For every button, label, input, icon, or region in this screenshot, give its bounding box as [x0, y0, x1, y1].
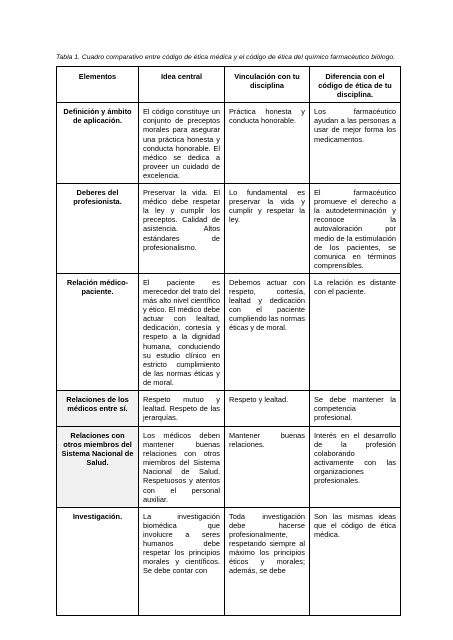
row-element-label: Definición y ámbito de aplicación.	[57, 103, 139, 184]
row-idea-central: Respeto mutuo y lealtad. Respeto de las jerarquías.	[139, 391, 225, 427]
row-idea-central: La investigación biomédica que involucre a seres humanos debe respetar los principios morales y científicos. Se debe contar con	[139, 507, 225, 615]
table-row	[57, 427, 401, 508]
row-idea-central: El código constituye un conjunto de preceptos morales para asegurar una práctica honesta y conducta honorable. El médico se dedica a proveer un cuidado de excelencia.	[139, 103, 225, 184]
table-row	[57, 391, 401, 427]
row-element-label: Investigación.	[57, 507, 139, 615]
row-diferencia: La relación es distante con el paciente.	[310, 273, 401, 390]
table-row	[57, 103, 401, 184]
row-vinculacion: Debemos actuar con respeto, cortesía, lealtad y dedicación con el paciente cumpliendo las normas éticas y de moral.	[225, 273, 310, 390]
row-vinculacion: Mantener buenas relaciones.	[225, 427, 310, 508]
header-elementos: Elementos	[57, 67, 139, 103]
row-diferencia: El farmacéutico promueve el derecho a la autodeterminación y reconoce la autovaloración por medio de la estimulación de los pacientes, se comunica en términos comprensibles.	[310, 184, 401, 274]
row-diferencia: Los farmacéutico ayudan a las personas a usar de mejor forma los medicamentos.	[310, 103, 401, 184]
table-caption: Tabla 1. Cuadro comparativo entre código de ética médica y el código de ética del químico farmacéutico biólogo.	[56, 54, 396, 61]
row-idea-central: Los médicos deben mantener buenas relaciones con otros miembros del Sistema Nacional de Salud. Respetuosos y atentos con el personal auxiliar.	[139, 427, 225, 508]
table-row	[57, 184, 401, 274]
row-element-label: Relaciones de los médicos entre sí.	[57, 391, 139, 427]
table-row	[57, 273, 401, 390]
row-element-label: Relaciones con otros miembros del Sistema Nacional de Salud.	[57, 427, 139, 508]
header-diferencia: Diferencia con el código de ética de tu disciplina.	[310, 67, 401, 103]
header-vinculacion: Vinculación con tu disciplina	[225, 67, 310, 103]
row-diferencia: Interés en el desarrollo de la profesión colaborando activamente con las organizaciones profesionales.	[310, 427, 401, 508]
row-diferencia: Se debe mantener la competencia profesional.	[310, 391, 401, 427]
row-diferencia: Son las mismas ideas que el código de ética médica.	[310, 507, 401, 615]
row-idea-central: El paciente es merecedor del trato del más alto nivel científico y ético. El médico debe actuar con lealtad, dedicación, cortesía y respeto a la dignidad humana, conduciendo su estudio clínico en estricto cumplimiento de las normas éticas y de moral.	[139, 273, 225, 390]
row-vinculacion: Lo fundamental es preservar la vida y cumplir y respetar la ley.	[225, 184, 310, 274]
row-vinculacion: Práctica honesta y conducta honorable.	[225, 103, 310, 184]
row-vinculacion: Respeto y lealtad.	[225, 391, 310, 427]
row-vinculacion: Toda investigación debe hacerse profesionalmente, respetando siempre al máximo los principios éticos y morales; además, se debe	[225, 507, 310, 615]
row-idea-central: Preservar la vida. El médico debe respetar la ley y cumplir los preceptos. Calidad de asistencia. Altos estándares de profesionalismo.	[139, 184, 225, 274]
table-header-row	[57, 67, 401, 103]
row-element-label: Relación médico-paciente.	[57, 273, 139, 390]
row-element-label: Deberes del profesionista.	[57, 184, 139, 274]
table-row	[57, 507, 401, 615]
header-idea-central: Idea central	[139, 67, 225, 103]
comparison-table	[56, 66, 401, 616]
